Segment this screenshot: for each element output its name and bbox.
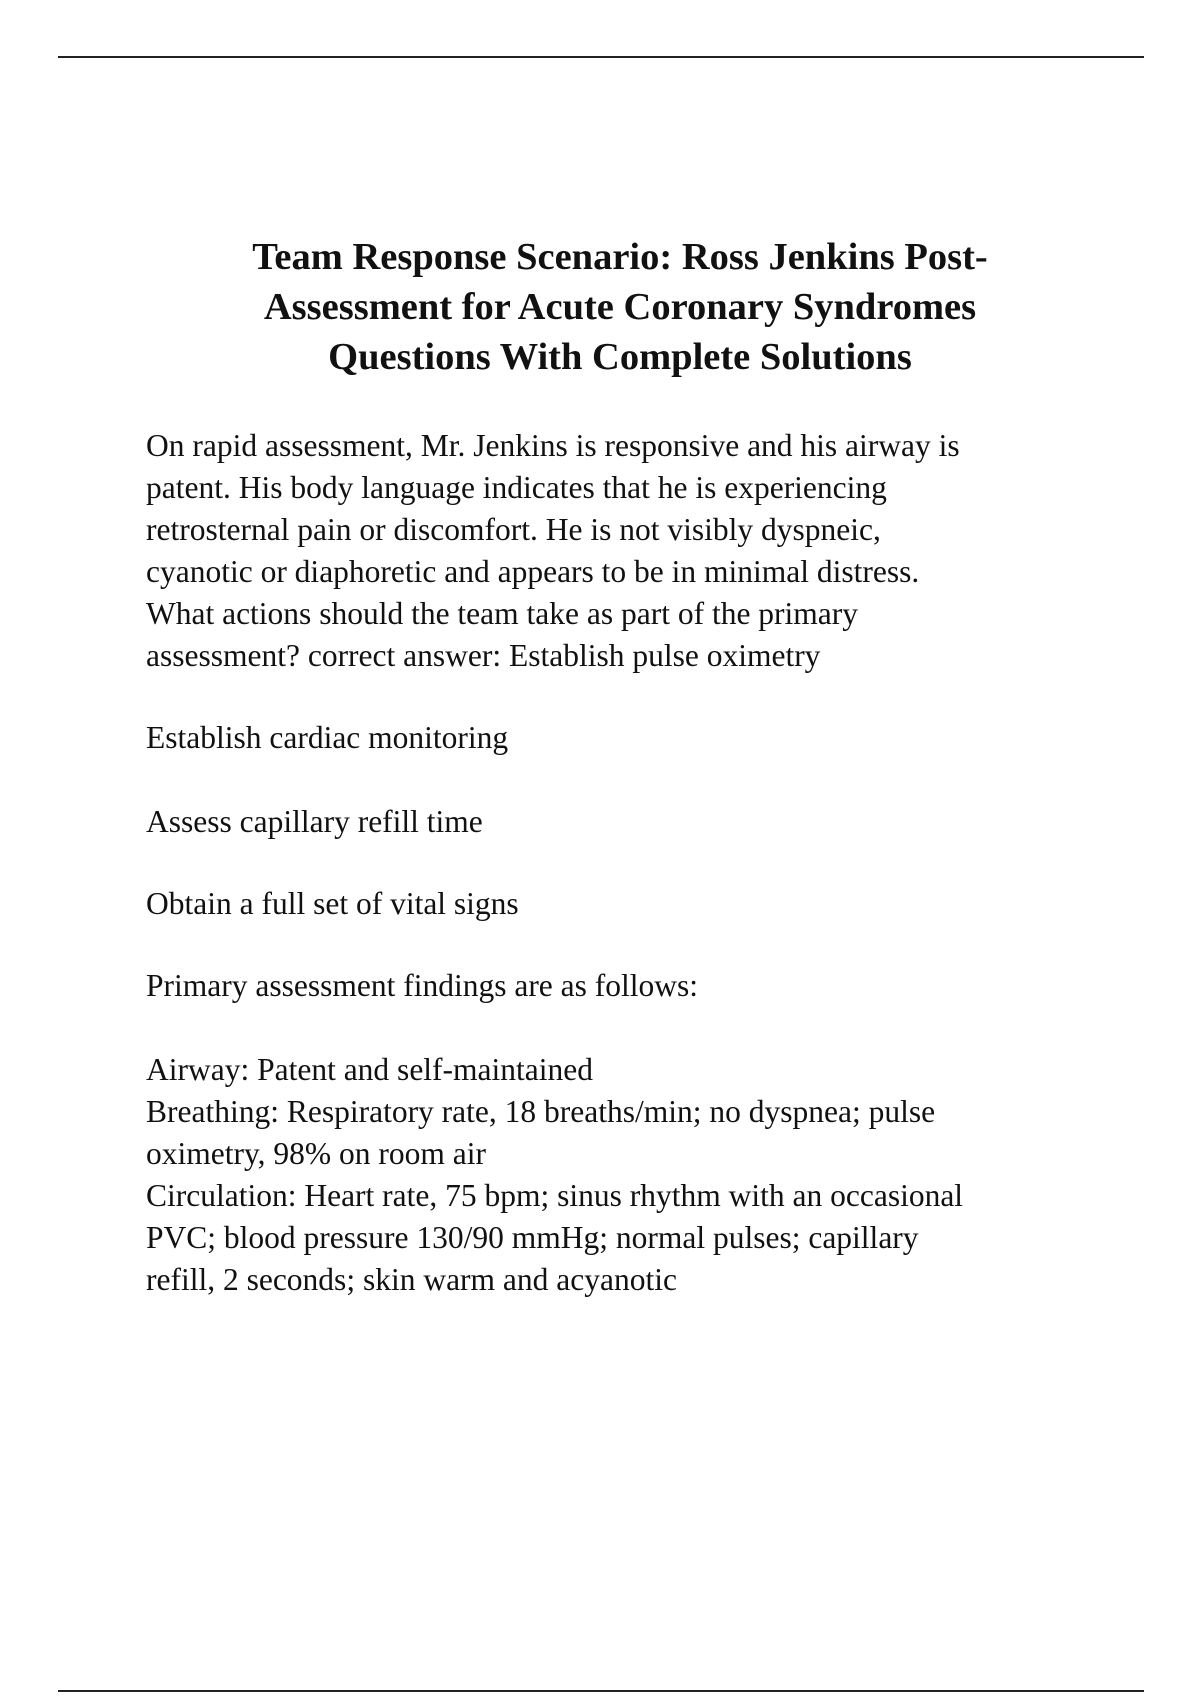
document-title bbox=[140, 232, 1100, 382]
answer-item: Obtain a full set of vital signs bbox=[146, 886, 519, 921]
question-line: cyanotic or diaphoretic and appears to be in minimal distress. bbox=[146, 554, 920, 589]
question-line: assessment? correct answer: Establish pulse oximetry bbox=[146, 638, 821, 673]
finding-line: Circulation: Heart rate, 75 bpm; sinus rhythm with an occasional bbox=[146, 1178, 964, 1213]
finding-line: refill, 2 seconds; skin warm and acyanotic bbox=[146, 1262, 677, 1297]
paragraph-gap bbox=[146, 1007, 1146, 1049]
question-paragraph bbox=[146, 425, 1146, 677]
document-body bbox=[146, 425, 1146, 1301]
answer-item: Establish cardiac monitoring bbox=[146, 720, 509, 755]
title-line: Questions With Complete Solutions bbox=[328, 336, 912, 378]
question-line: On rapid assessment, Mr. Jenkins is responsive and his airway is bbox=[146, 428, 960, 463]
footer-rule bbox=[58, 1690, 1144, 1692]
paragraph-gap bbox=[146, 925, 1146, 965]
paragraph-gap bbox=[146, 759, 1146, 801]
title-line: Team Response Scenario: Ross Jenkins Post- bbox=[252, 236, 988, 278]
title-line: Assessment for Acute Coronary Syndromes bbox=[263, 286, 977, 328]
finding-line: PVC; blood pressure 130/90 mmHg; normal pulses; capillary bbox=[146, 1220, 919, 1255]
question-line: patent. His body language indicates that he is experiencing bbox=[146, 470, 887, 505]
paragraph-gap bbox=[146, 843, 1146, 883]
finding-line: Breathing: Respiratory rate, 18 breaths/min; no dyspnea; pulse bbox=[146, 1094, 936, 1129]
question-line: retrosternal pain or discomfort. He is not visibly dyspneic, bbox=[146, 512, 881, 547]
finding-line: oximetry, 98% on room air bbox=[146, 1136, 487, 1171]
question-line: What actions should the team take as part of the primary bbox=[146, 596, 859, 631]
finding-line: Airway: Patent and self-maintained bbox=[146, 1052, 593, 1087]
findings-intro: Primary assessment findings are as follows: bbox=[146, 968, 699, 1003]
header-rule bbox=[58, 56, 1144, 58]
paragraph-gap bbox=[146, 677, 1146, 717]
findings-paragraph bbox=[146, 1049, 1146, 1301]
answer-item: Assess capillary refill time bbox=[146, 804, 483, 839]
